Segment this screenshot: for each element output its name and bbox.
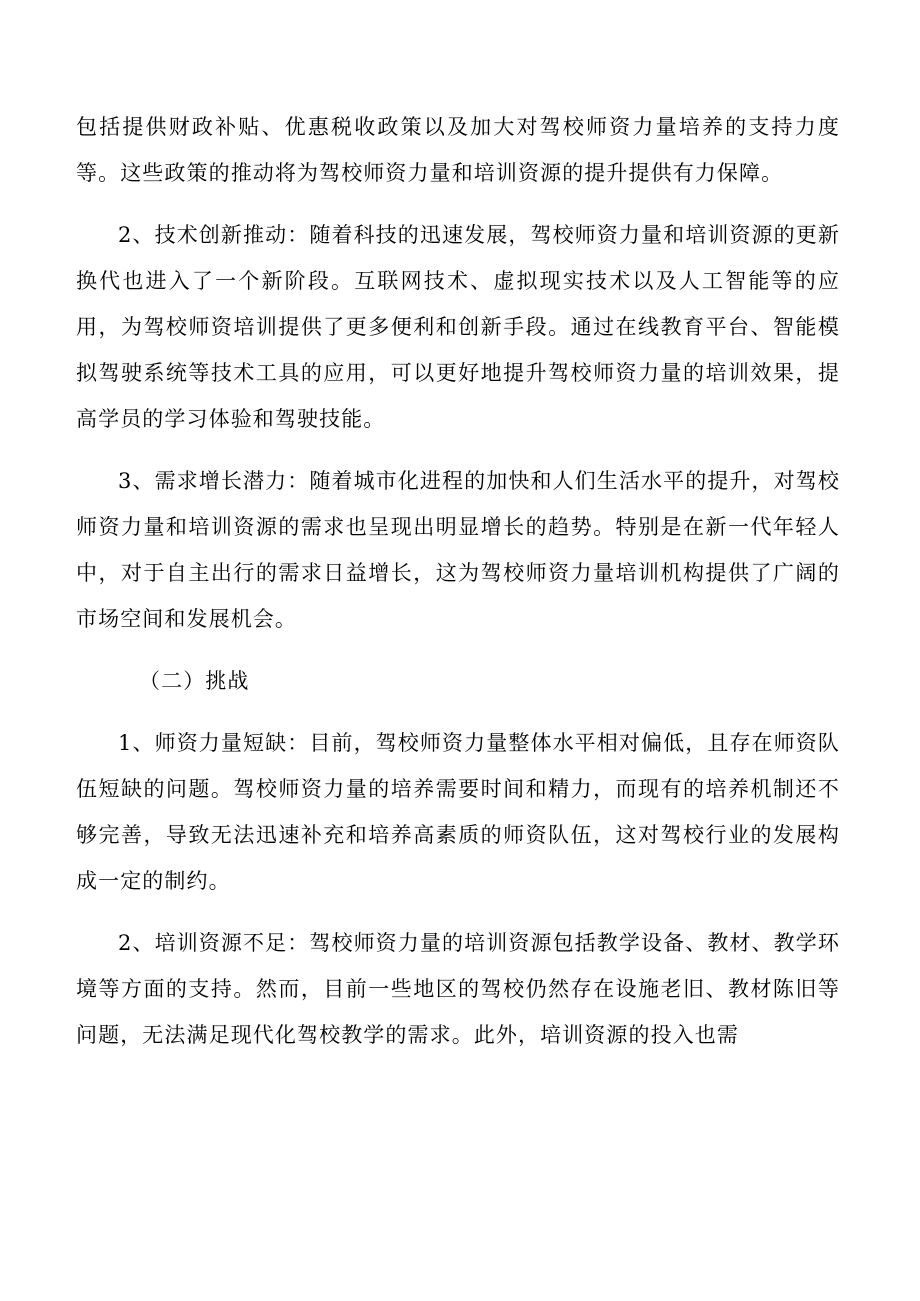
paragraph-teacher-shortage: 1、师资力量短缺：目前，驾校师资力量整体水平相对偏低，且存在师资队伍短缺的问题。驾校师资力量的培养需要时间和精力，而现有的培养机制还不够完善，导致无法迅速补充和培养高素质的师资队伍，这对驾校行业的发展构成一定的制约。 <box>76 731 840 893</box>
paragraph-policy-continuation: 包括提供财政补贴、优惠税收政策以及加大对驾校师资力量培养的支持力度等。这些政策的推动将为驾校师资力量和培训资源的提升提供有力保障。 <box>76 115 840 185</box>
paragraph-training-resources: 2、培训资源不足：驾校师资力量的培训资源包括教学设备、教材、教学环境等方面的支持。然而，目前一些地区的驾校仍然存在设施老旧、教材陈旧等问题，无法满足现代化驾校教学的需求。此外，培训资源的投入也需 <box>76 931 840 1047</box>
paragraph-tech-innovation: 2、技术创新推动：随着科技的迅速发展，驾校师资力量和培训资源的更新换代也进入了一个新阶段。互联网技术、虚拟现实技术以及人工智能等的应用，为驾校师资培训提供了更多便利和创新手段。通过在线教育平台、智能模拟驾驶系统等技术工具的应用，可以更好地提升驾校师资力量的培训效果，提高学员的学习体验和驾驶技能。 <box>76 223 840 431</box>
paragraph-demand-growth: 3、需求增长潜力：随着城市化进程的加快和人们生活水平的提升，对驾校师资力量和培训资源的需求也呈现出明显增长的趋势。特别是在新一代年轻人中，对于自主出行的需求日益增长，这为驾校师资力量培训机构提供了广阔的市场空间和发展机会。 <box>76 469 840 631</box>
document-body <box>76 104 840 1074</box>
section-heading-challenges: （二）挑战 <box>139 669 250 693</box>
